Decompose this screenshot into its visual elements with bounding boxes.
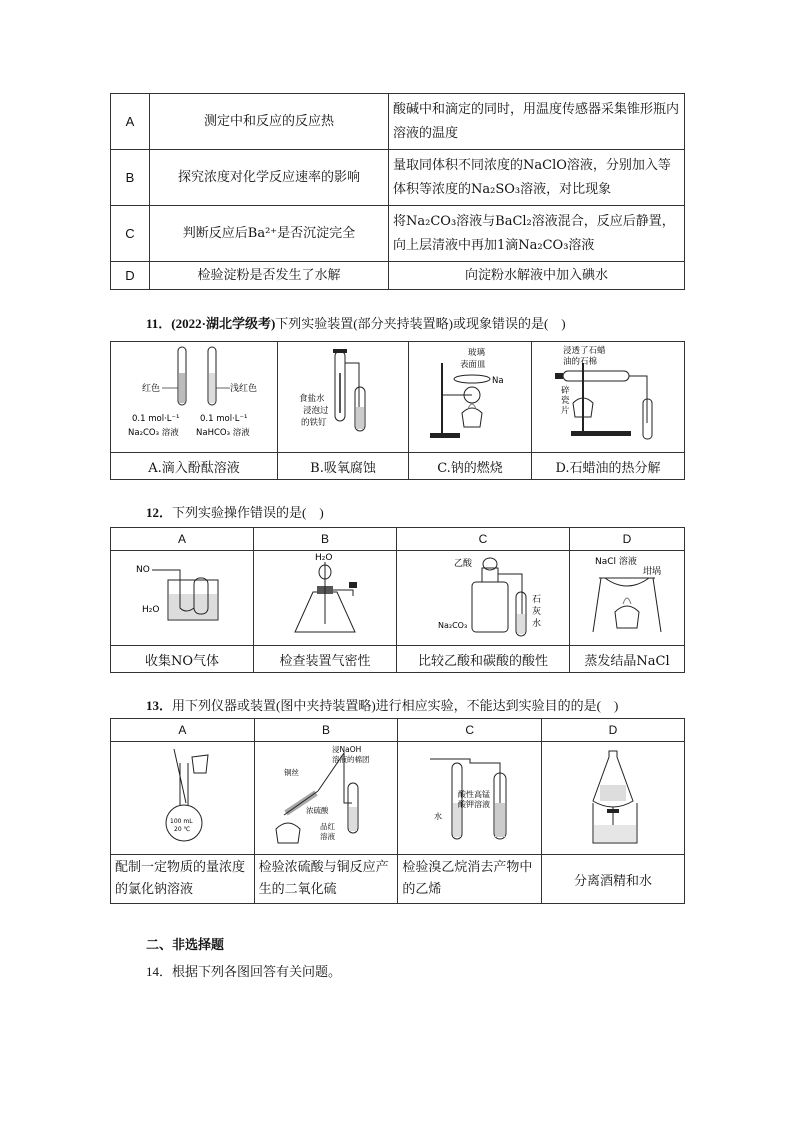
row-purpose: 检验淀粉是否发生了水解 (150, 262, 389, 290)
caption-d: 蒸发结晶NaCl (570, 646, 685, 673)
label-left-sol: Na₂CO₃ 溶液 (128, 428, 179, 438)
label-kmno4-1: 酸性高锰 (457, 790, 490, 799)
caption-a: A.滴入酚酞溶液 (111, 453, 278, 480)
row-purpose: 测定中和反应的反应热 (150, 94, 389, 150)
row-label: A (111, 94, 150, 150)
label-magenta-2: 溶液 (319, 832, 335, 841)
row-label: D (111, 262, 150, 290)
caption-b: 检查装置气密性 (254, 646, 397, 673)
question-number: 13． (146, 698, 173, 713)
question-source: (2022·湖北学级考) (171, 316, 276, 331)
label-right-sol: NaHCO₃ 溶液 (196, 428, 250, 438)
label-watch-glass: 表面皿 (460, 360, 486, 370)
q12-figure-a (111, 551, 254, 646)
caption-b: 检验浓硫酸与铜反应产生的二氧化硫 (254, 855, 398, 904)
q10-table (110, 93, 685, 290)
label-asbestos: 油的石棉 (563, 357, 598, 367)
question-number: 11． (146, 316, 172, 331)
row-method: 酸碱中和滴定的同时，用温度传感器采集锥形瓶内溶液的温度 (389, 94, 685, 150)
table-row (111, 94, 685, 150)
sodium-burning-diagram (410, 343, 530, 447)
caption-d: 分离酒精和水 (542, 855, 685, 904)
row-label: C (111, 206, 150, 262)
q13-figure-d (542, 742, 685, 855)
section-heading: 二、非选择题 (146, 937, 225, 952)
q13-figure-c (398, 742, 542, 855)
label-broken-2: 瓷 (561, 396, 570, 406)
paraffin-decomposition-diagram (533, 343, 683, 447)
table-row (111, 262, 685, 290)
header-d: D (570, 528, 685, 551)
label-lime-3: 水 (532, 619, 542, 629)
q12-figure-b (254, 551, 397, 646)
label-kmno4-2: 酸钾溶液 (457, 800, 490, 809)
label-sulfuric: 浓硫酸 (305, 806, 329, 815)
label-nacl-solution: NaCl 溶液 (595, 557, 637, 567)
label-water: H₂O (315, 553, 333, 563)
table-row (111, 206, 685, 262)
q14-stem: 14．根据下列各图回答有关问题。 (146, 964, 342, 979)
label-broken-1: 碎 (561, 386, 570, 396)
label-temp: 20 ℃ (174, 826, 191, 833)
question-text: 下列实验装置(部分夹持装置略)或现象错误的是( ) (275, 316, 566, 331)
q11-stem (146, 313, 566, 332)
row-method: 将Na₂CO₃溶液与BaCl₂溶液混合，反应后静置，向上层清液中再加1滴Na₂CO₃溶液 (389, 206, 685, 262)
q13-figure-table (110, 718, 685, 904)
q12-figure-c (397, 551, 570, 646)
caption-b: B.吸氧腐蚀 (278, 453, 409, 480)
evaporation-diagram (571, 552, 683, 640)
label-right-conc: 0.1 mol·L⁻¹ (200, 414, 248, 424)
caption-a: 配制一定物质的量浓度的氯化钠溶液 (111, 855, 255, 904)
label-na: Na (492, 376, 504, 386)
caption-c: C.钠的燃烧 (409, 453, 532, 480)
caption-c: 检验溴乙烷消去产物中的乙烯 (398, 855, 542, 904)
label-lime-2: 灰 (532, 607, 542, 617)
header-c: C (397, 528, 570, 551)
label-salt-water: 食盐水 (299, 394, 325, 404)
q12-figure-table (110, 527, 685, 673)
label-crucible: 坩埚 (643, 567, 662, 577)
label-water: 水 (433, 812, 442, 821)
collect-no-diagram (112, 552, 252, 640)
q13-figure-b (254, 742, 398, 855)
label-soaked-paraffin: 浸透了石蜡 (563, 346, 606, 356)
ethylene-check-diagram (400, 743, 540, 849)
label-cotton: 溶液的棉团 (331, 755, 370, 764)
label-broken-3: 片 (561, 406, 570, 416)
row-label: B (111, 150, 150, 206)
label-lime-1: 石 (532, 595, 542, 605)
copper-sulfuric-diagram (256, 743, 396, 849)
row-purpose: 探究浓度对化学反应速率的影响 (150, 150, 389, 206)
q13-stem (146, 695, 618, 714)
header-a: A (111, 719, 255, 742)
label-naoh: 浸NaOH (331, 745, 362, 754)
q13-figure-a (111, 742, 255, 855)
label-acetic-acid: 乙酸 (454, 559, 473, 569)
caption-c: 比较乙酸和碳酸的酸性 (397, 646, 570, 673)
corrosion-diagram (279, 343, 407, 447)
row-method: 量取同体积不同浓度的NaClO溶液，分别加入等体积等浓度的Na₂SO₃溶液，对比现象 (389, 150, 685, 206)
header-a: A (111, 528, 254, 551)
row-purpose: 判断反应后Ba²⁺是否沉淀完全 (150, 206, 389, 262)
q11-figure-b (278, 342, 409, 453)
label-no: NO (136, 565, 150, 575)
q11-figure-a (111, 342, 278, 453)
label-copper-wire: 铜丝 (283, 768, 299, 777)
question-number: 12． (146, 505, 173, 520)
label-water: H₂O (142, 605, 160, 615)
header-d: D (542, 719, 685, 742)
row-method: 向淀粉水解液中加入碘水 (389, 262, 685, 290)
caption-d: D.石蜡油的热分解 (532, 453, 685, 480)
label-magenta-1: 品红 (319, 822, 335, 831)
question-text: 用下列仪器或装置(图中夹持装置略)进行相应实验，不能达到实验目的的是( ) (172, 698, 619, 713)
q12-figure-d (570, 551, 685, 646)
test-tubes-diagram (112, 343, 276, 447)
label-glass: 玻璃 (468, 348, 486, 358)
header-b: B (254, 719, 398, 742)
q11-figure-c (409, 342, 532, 453)
q11-figure-table (110, 341, 685, 480)
header-c: C (398, 719, 542, 742)
label-left-conc: 0.1 mol·L⁻¹ (132, 414, 180, 424)
label-soaked: 浸泡过 (303, 406, 329, 416)
caption-a: 收集NO气体 (111, 646, 254, 673)
acid-comparison-diagram (398, 552, 568, 640)
label-volume: 100 mL (170, 818, 193, 825)
separatory-funnel-diagram (543, 743, 683, 849)
volumetric-flask-diagram (112, 743, 252, 849)
label-right-color: 浅红色 (230, 384, 258, 394)
question-text: 下列实验操作错误的是( ) (172, 505, 324, 520)
label-na2co3: Na₂CO₃ (438, 621, 468, 630)
header-b: B (254, 528, 397, 551)
label-iron-nail: 的铁钉 (301, 418, 327, 428)
q12-stem (146, 502, 324, 521)
q11-figure-d (532, 342, 685, 453)
airtight-check-diagram (255, 552, 395, 640)
label-left-color: 红色 (142, 384, 161, 394)
table-row (111, 150, 685, 206)
